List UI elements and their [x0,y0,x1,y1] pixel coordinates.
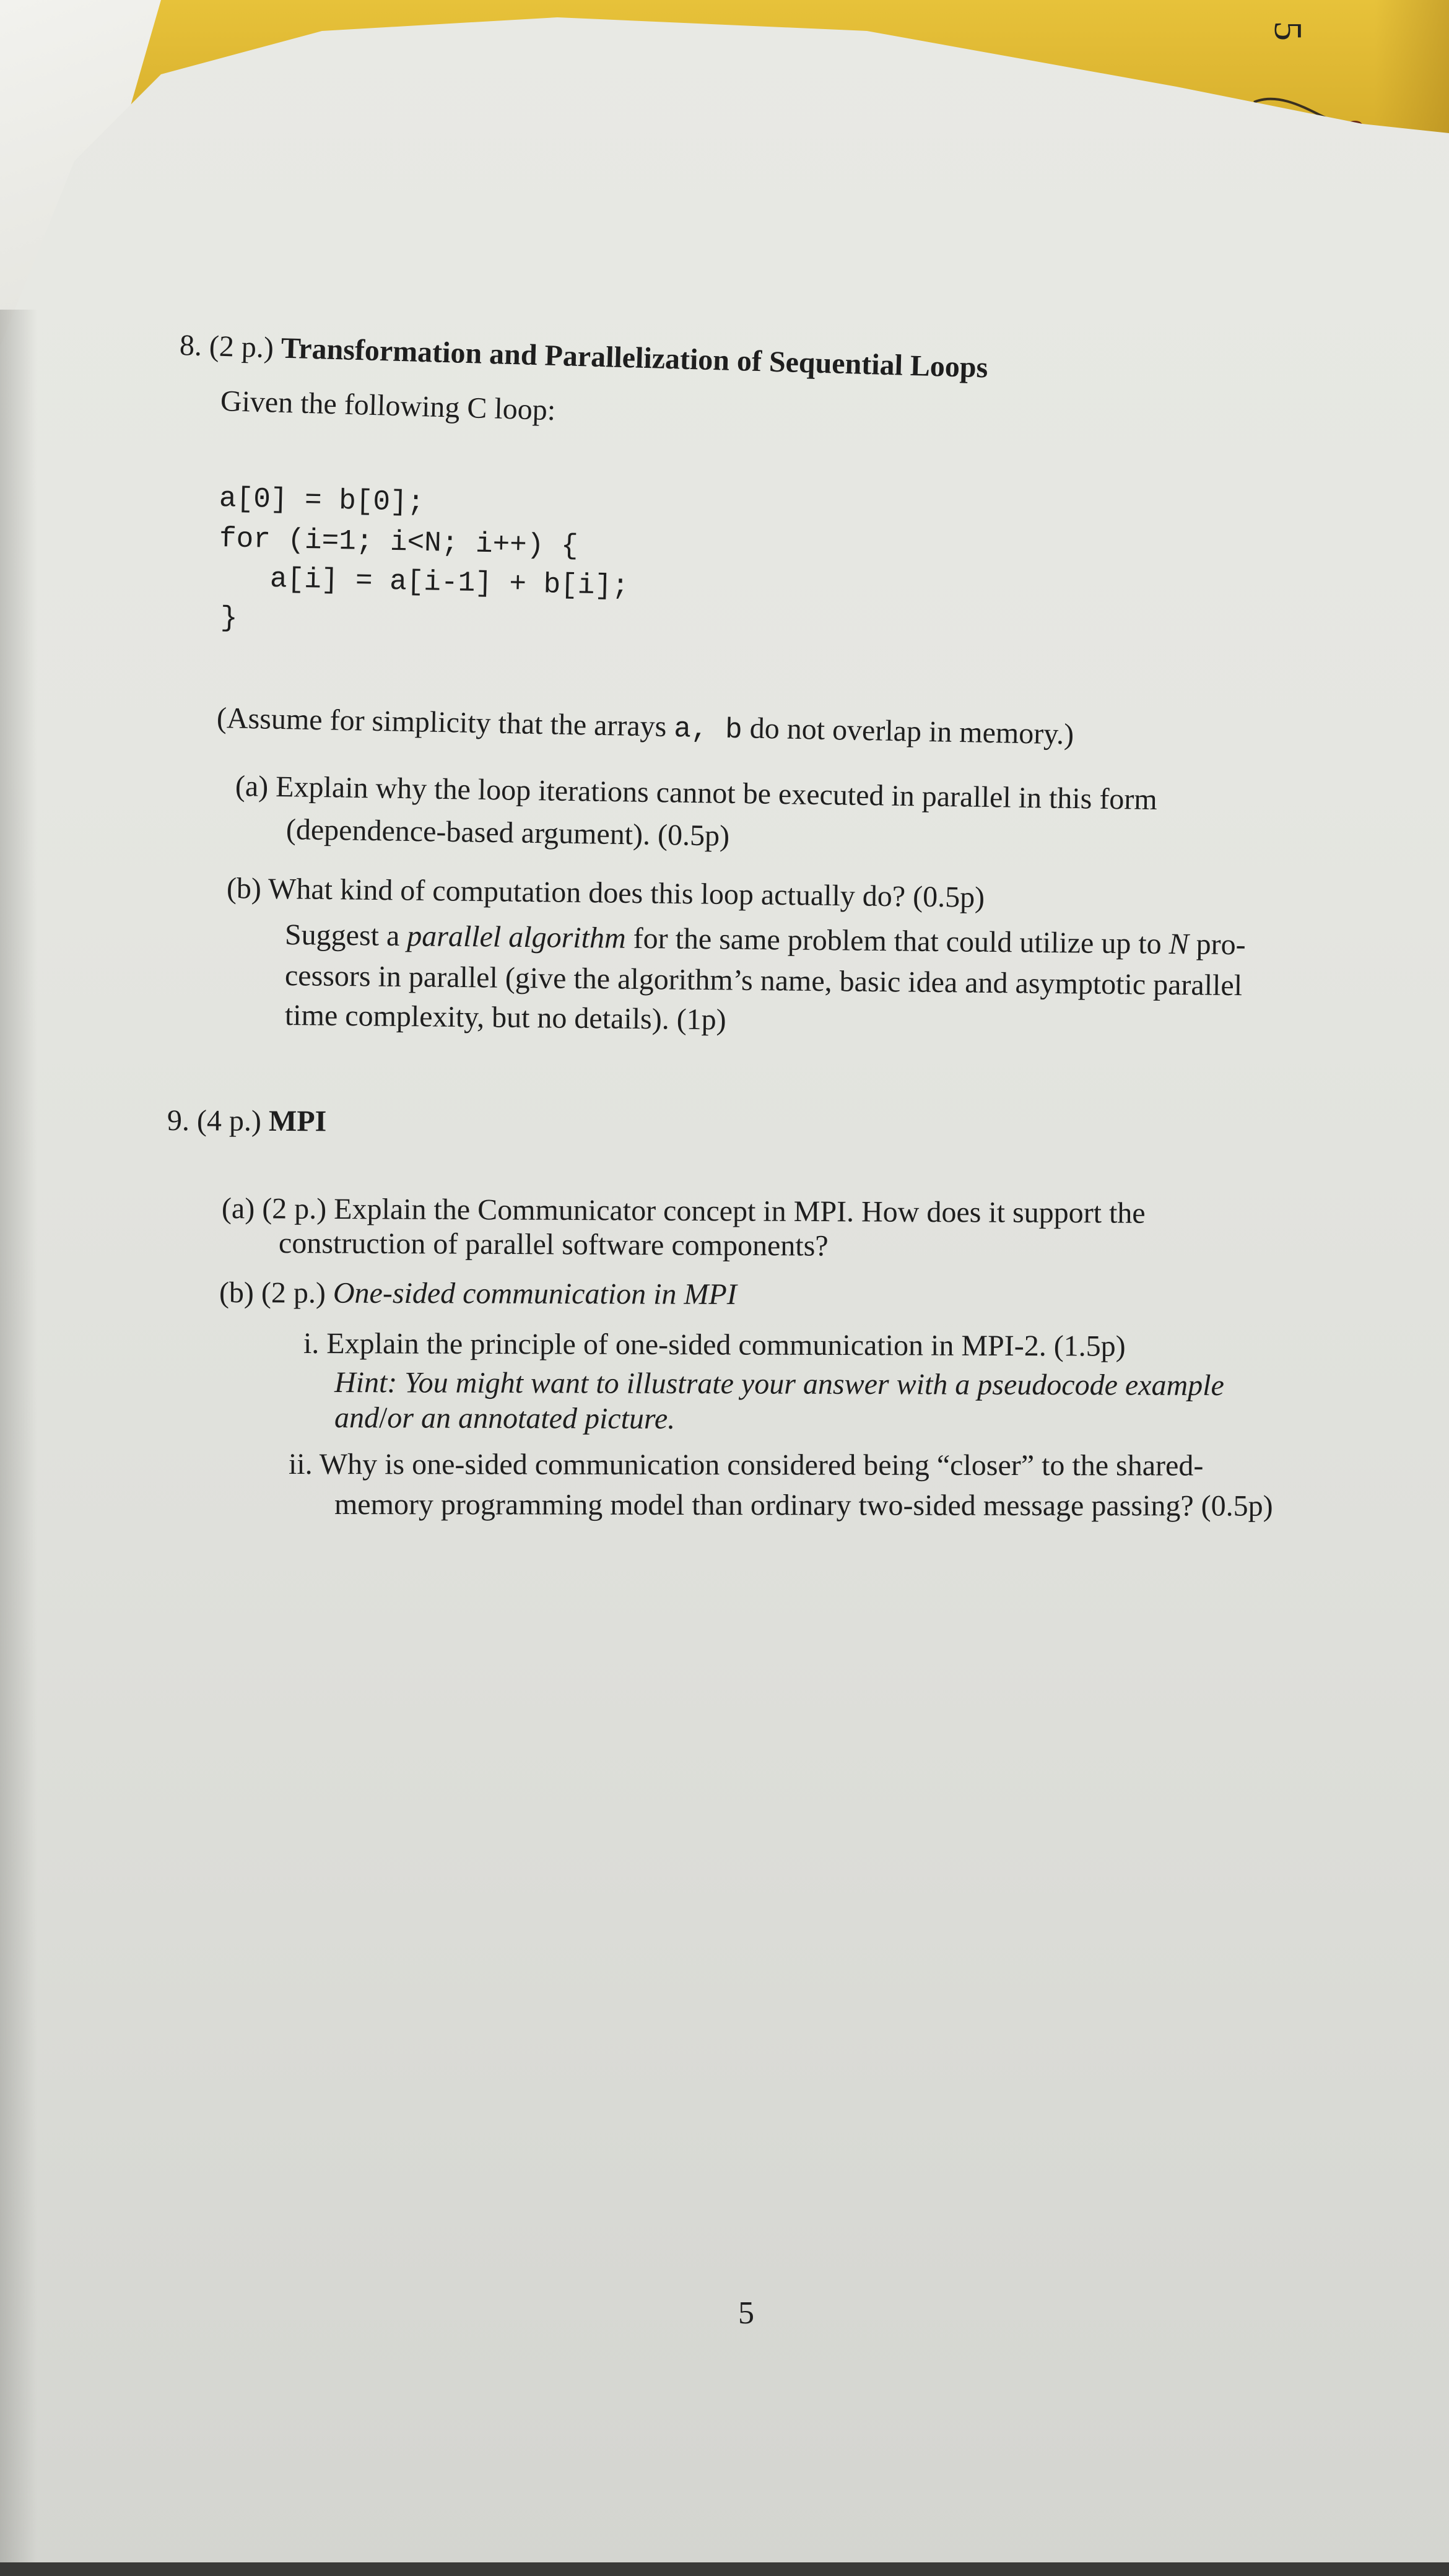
q9b-ii-text-1: Why is one-sided communication considered being “closer” to the shared- [319,1448,1204,1482]
q8a-text-1: Explain why the loop iterations cannot be executed in parallel in this form [275,770,1158,817]
q8b-text-2-em: parallel algorithm [407,920,626,955]
q8-assumption [216,700,1074,755]
q8b-line-1 [227,870,985,916]
q8-title: Transformation and Parallelization of Sequential Loops [281,331,989,385]
q8-code-line-3: a[i] = a[i-1] + b[i]; [269,563,630,603]
q8a-label: (a) [235,770,269,803]
q9b-title: One-sided communication in MPI [333,1276,737,1311]
q8b-text-1: What kind of computation does this loop actually do? (0.5p) [268,872,985,914]
q9b-ii-line-1 [289,1446,1203,1485]
q8a-line-2: (dependence-based argument). (0.5p) [285,813,730,853]
q8b-line-4: time complexity, but no details). (1p) [284,999,726,1037]
q9-title: MPI [268,1104,327,1138]
q9b-label: (b) [219,1276,255,1310]
q9a-points: (2 p.) [262,1192,327,1225]
q8b-text-2-n: N [1168,927,1189,961]
q9b-i-line-1 [303,1325,1126,1365]
q8-code-line-2: for (i=1; i<N; i++) { [219,523,579,563]
q8-intro: Given the following C loop: [220,385,556,427]
q9-number: 9. [167,1104,190,1138]
q9b-i-text-1: Explain the principle of one-sided communication in MPI-2. (1.5p) [326,1327,1126,1363]
q9a-text-1: Explain the Communicator concept in MPI. How does it support the [334,1192,1146,1230]
q8-assume-arrays: a, b [673,713,743,747]
q9b-i-line-2 [334,1364,1224,1404]
q8b-text-2-pre: Suggest a [284,918,400,952]
q9b-heading [219,1274,737,1313]
q9a-label: (a) [221,1192,255,1225]
q8b-line-2 [285,916,1246,964]
q8-assume-pre: (Assume for simplicity that the arrays [216,702,667,743]
folder-corner-number: 5 [1266,21,1310,41]
q9b-i-line-3 [334,1399,675,1438]
q9b-points: (2 p.) [261,1276,326,1310]
q9b-i-text-3-slash: / [378,1401,388,1435]
q8-heading [179,327,988,386]
q9b-ii-label: ii. [288,1448,313,1481]
q8a-line-1 [235,768,1158,819]
q8b-label: (b) [226,872,262,905]
page-number: 5 [738,2295,754,2331]
q8b-text-2-post: pro- [1196,928,1246,962]
q9b-i-label: i. [303,1327,320,1360]
q9b-ii-line-2: memory programming model than ordinary two-sided message passing? (0.5p) [334,1488,1273,1523]
q9b-i-text-3-pre: and [334,1401,380,1435]
q9b-i-hint: Hint: [334,1366,398,1399]
q9b-i-text-3-post: or an annotated picture. [387,1401,676,1435]
q9b-i-text-2: You might want to illustrate your answer with a pseudocode example [404,1366,1224,1403]
q8-code-line-1: a[0] = b[0]; [219,482,425,519]
q8-assume-post: do not overlap in memory.) [749,711,1074,751]
q8-code-line-4: } [220,602,238,635]
q8-number: 8. [179,329,202,362]
q8-points: (2 p.) [209,329,274,365]
q8b-line-3: cessors in parallel (give the algorithm’s name, basic idea and asymptotic parallel [284,959,1243,1003]
q8b-text-2-mid: for the same problem that could utilize up to [633,921,1162,960]
q9-heading [167,1102,327,1140]
q9-points: (4 p.) [196,1104,262,1138]
q9a-line-2: construction of parallel software components? [278,1227,829,1263]
